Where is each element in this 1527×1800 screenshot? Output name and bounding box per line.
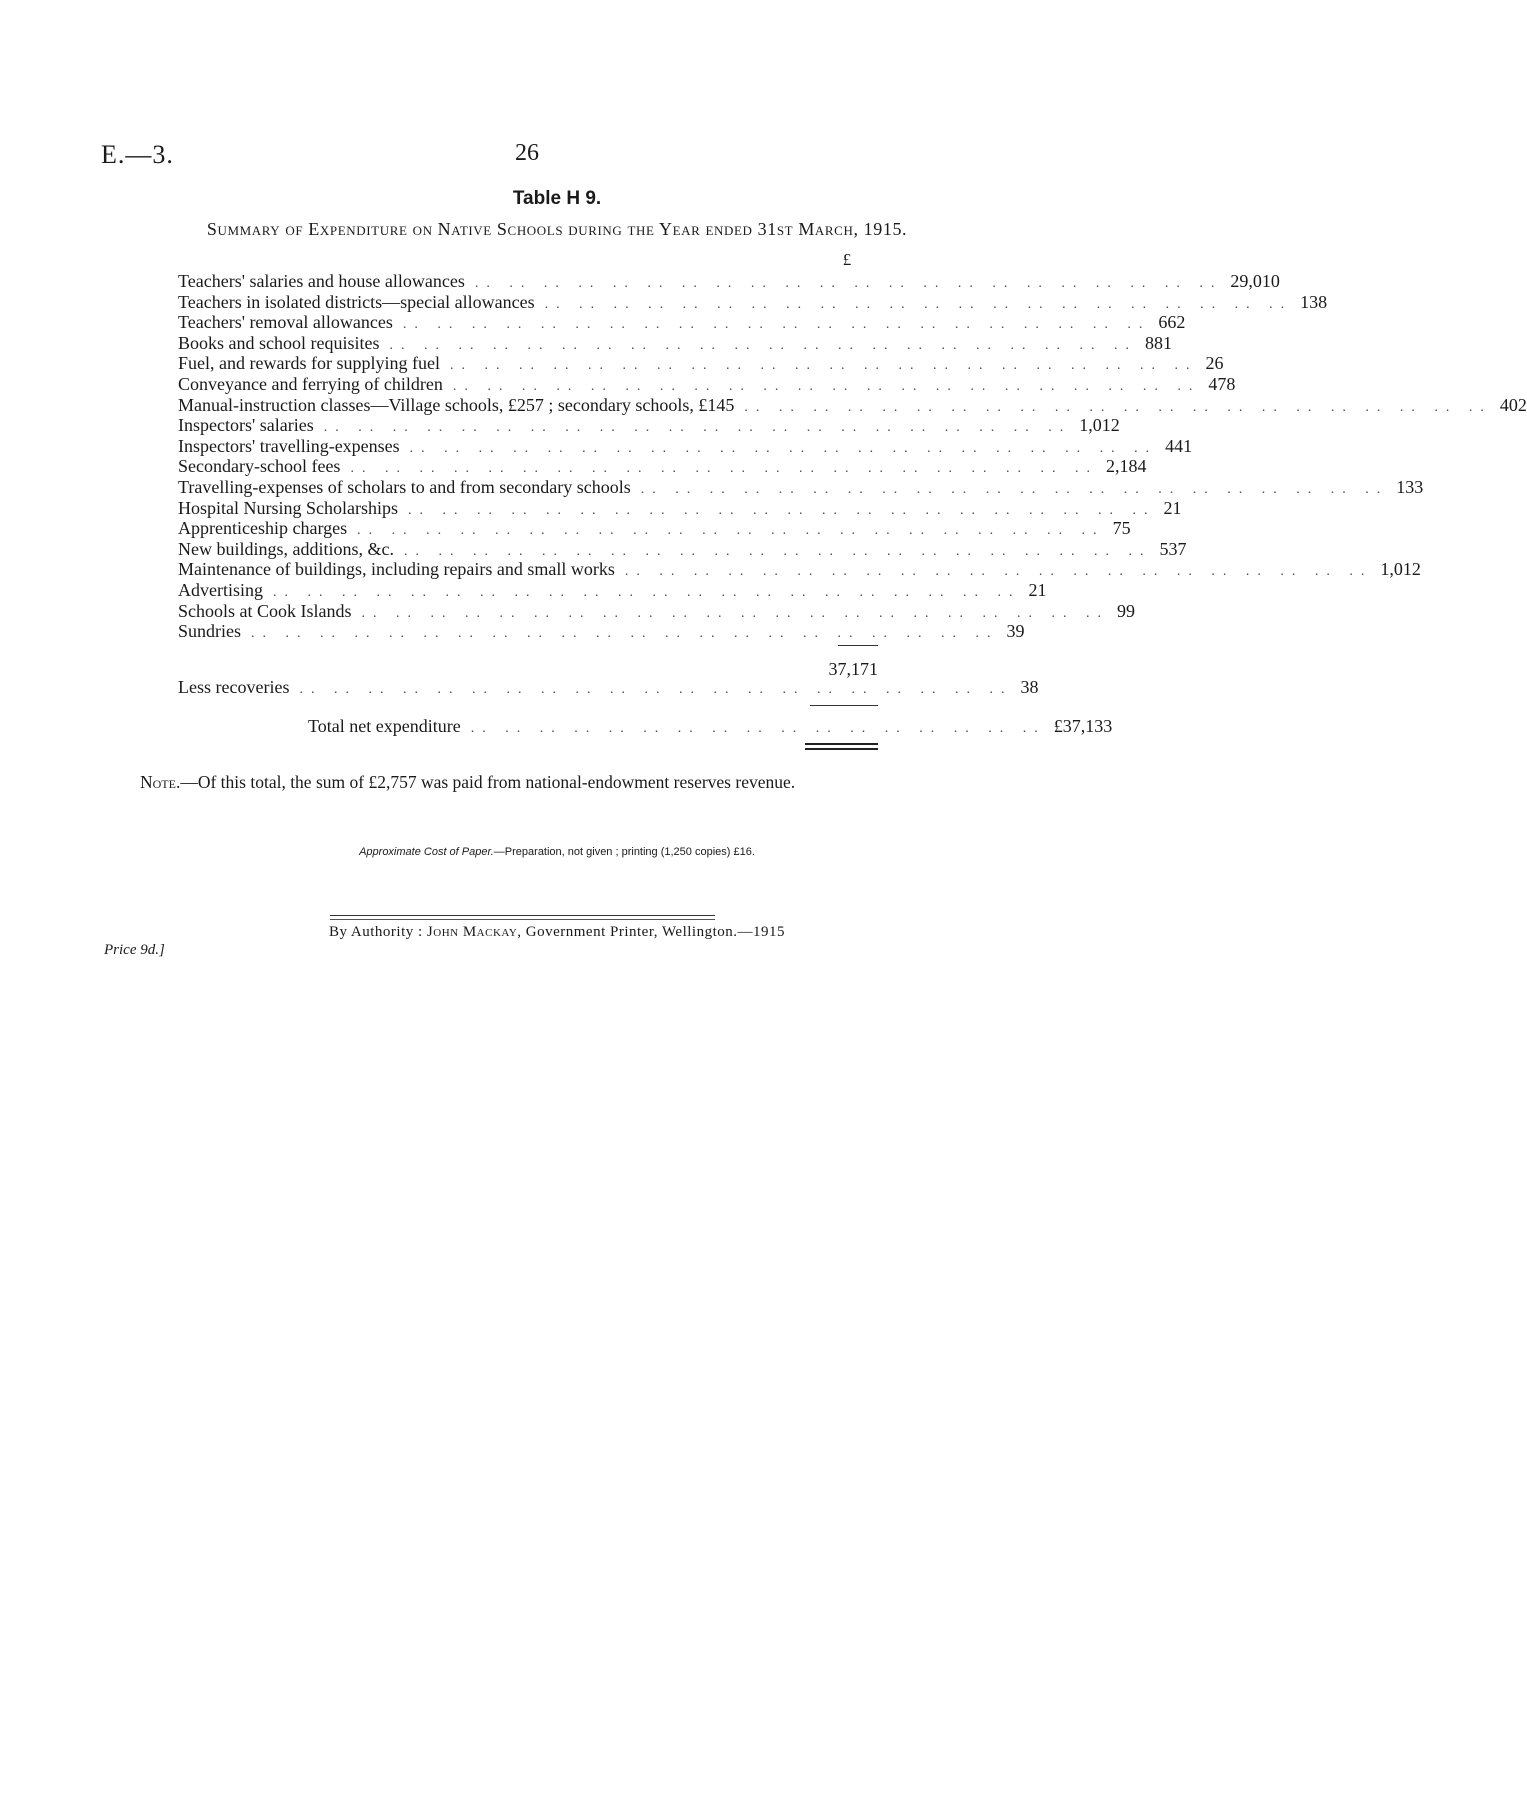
table-row (178, 476, 1424, 498)
table-row (178, 373, 1236, 395)
row-amount: 133 (1396, 476, 1424, 497)
row-amount: 39 (1006, 621, 1025, 642)
cost-lead: Approximate Cost of Paper. (359, 846, 494, 858)
row-label: Schools at Cook Islands (178, 600, 352, 621)
row-amount: 881 (1144, 332, 1172, 353)
table-row (178, 435, 1193, 457)
table-row (178, 394, 1527, 416)
row-label: Teachers' salaries and house allowances (178, 271, 465, 291)
table-row (178, 518, 1131, 539)
printer-name: John Mackay (426, 924, 518, 940)
total-double-rule-bottom (805, 748, 878, 750)
row-amount: 21 (1028, 579, 1047, 600)
table-row (178, 312, 1186, 333)
row-amount: 21 (1163, 497, 1182, 518)
expenditure-table (178, 271, 1527, 642)
row-label: Secondary-school fees (178, 456, 341, 477)
table-row (178, 600, 1135, 622)
leader-dots: .. .. .. .. .. .. .. .. .. .. .. .. .. .. .. .. .. .. .. .. .. .. (273, 584, 1021, 600)
total-double-rule-top (805, 743, 878, 745)
row-label: Teachers' removal allowances (178, 312, 393, 333)
total-rule (810, 705, 878, 706)
footer-rule (330, 915, 715, 916)
row-amount: 1,012 (1079, 415, 1120, 436)
row-amount: 402 (1499, 394, 1527, 415)
row-label: Teachers in isolated districts—special allowances (178, 291, 535, 312)
row-label: Sundries (178, 621, 241, 642)
leader-dots: .. .. .. .. .. .. .. .. .. .. .. .. .. .. .. .. .. .. .. .. .. .. (357, 523, 1105, 539)
leader-dots: .. .. .. .. .. .. .. .. .. .. .. .. .. .. .. .. .. .. .. .. .. .. (409, 440, 1158, 456)
leader-dots: .. .. .. .. .. .. .. .. .. .. .. .. .. .. .. .. .. (470, 721, 1046, 736)
price: Price 9d.] (104, 942, 165, 958)
note-lead: Note. (140, 772, 181, 792)
leader-dots: .. .. .. .. .. .. .. .. .. .. .. .. .. .. .. .. .. .. .. .. .. .. (408, 502, 1156, 518)
row-amount: 478 (1208, 373, 1236, 394)
leader-dots: .. .. .. .. .. .. .. .. .. .. .. .. .. .. .. .. .. .. .. .. .. .. (350, 461, 1098, 477)
row-amount: 75 (1112, 518, 1131, 539)
row-label: Manual-instruction classes—Village schools, £257 ; secondary schools, £145 (178, 394, 735, 415)
total-label: Total net expenditure (308, 716, 461, 736)
row-amount: 138 (1300, 291, 1328, 312)
row-amount: 1,012 (1380, 559, 1421, 580)
footer-rule-second (330, 919, 715, 920)
leader-dots: .. .. .. .. .. .. .. .. .. .. .. .. .. .. .. .. .. .. .. .. .. .. (361, 605, 1109, 621)
row-label: New buildings, additions, &c. (178, 538, 394, 559)
authority-prefix: By Authority : (328, 924, 427, 940)
table-row (178, 332, 1172, 354)
leader-dots: .. .. .. .. .. .. .. .. .. .. .. .. .. .. .. .. .. .. .. .. .. .. (389, 337, 1137, 353)
cost-of-paper (0, 846, 1114, 858)
less-recoveries-row (178, 677, 1039, 698)
row-amount: 441 (1165, 435, 1193, 456)
currency-symbol: £ (842, 250, 852, 269)
row-amount: 99 (1117, 600, 1135, 621)
row-label: Books and school requisites (178, 332, 380, 353)
leader-dots: .. .. .. .. .. .. .. .. .. .. .. .. .. .. .. .. .. .. .. .. .. .. (474, 276, 1223, 291)
table-row (178, 621, 1025, 642)
table-row (178, 456, 1147, 477)
row-label: Inspectors' travelling-expenses (178, 435, 400, 456)
table-row (178, 579, 1047, 601)
row-label: Apprenticeship charges (178, 518, 348, 539)
page-number: 26 (515, 140, 539, 166)
leader-dots: .. .. .. .. .. .. .. .. .. .. .. .. .. .. .. .. .. .. .. .. .. .. (452, 378, 1201, 394)
row-label: Travelling-expenses of scholars to and from secondary schools (178, 476, 631, 497)
table-row (178, 271, 1280, 292)
leader-dots: .. .. .. .. .. .. .. .. .. .. .. .. .. .. .. .. .. .. .. .. .. .. (544, 296, 1293, 312)
note (140, 772, 795, 793)
leader-dots: .. .. .. .. .. .. .. .. .. .. .. .. .. .. .. .. .. .. .. .. .. .. (251, 626, 999, 642)
row-amount: 29,010 (1230, 271, 1280, 291)
authority-suffix: , Government Printer, Wellington.—1915 (517, 924, 785, 940)
table-row (178, 415, 1120, 436)
note-text: —Of this total, the sum of £2,757 was paid from national-endowment reserves revenue. (180, 772, 796, 792)
subtotal-amount: 37,171 (828, 659, 878, 679)
printer-authority (0, 924, 1114, 941)
row-label: Fuel, and rewards for supplying fuel (178, 353, 440, 374)
table-row (178, 291, 1328, 313)
row-label: Advertising (178, 579, 263, 600)
row-amount: 2,184 (1105, 456, 1147, 477)
row-amount: 537 (1159, 538, 1187, 559)
table-row (178, 538, 1187, 560)
less-recoveries-amount: 38 (1020, 677, 1039, 697)
leader-dots: .. .. .. .. .. .. .. .. .. .. .. .. .. .. .. .. .. .. .. .. .. .. (744, 399, 1492, 415)
table-row (178, 559, 1421, 580)
leader-dots: .. .. .. .. .. .. .. .. .. .. .. .. .. .. .. .. .. .. .. .. .. .. (403, 543, 1152, 559)
row-label: Conveyance and ferrying of children (178, 373, 443, 394)
row-label: Hospital Nursing Scholarships (178, 497, 398, 518)
table-title: Table H 9. (512, 188, 602, 209)
table-row (178, 497, 1182, 519)
total-row (308, 716, 1113, 737)
cost-text: —Preparation, not given ; printing (1,250 copies) £16. (493, 846, 755, 858)
leader-dots: .. .. .. .. .. .. .. .. .. .. .. .. .. .. .. .. .. .. .. .. .. .. (402, 317, 1151, 333)
leader-dots: .. .. .. .. .. .. .. .. .. .. .. .. .. .. .. .. .. .. .. .. .. .. (449, 358, 1198, 374)
leader-dots: .. .. .. .. .. .. .. .. .. .. .. .. .. .. .. .. .. .. .. .. .. .. (323, 420, 1072, 436)
table-row (178, 353, 1224, 374)
leader-dots: .. .. .. .. .. .. .. .. .. .. .. .. .. .. .. .. .. .. .. .. .. (299, 682, 1013, 697)
row-amount: 662 (1158, 312, 1186, 333)
subtotal-rule (838, 645, 878, 646)
row-label: Maintenance of buildings, including repairs and small works (178, 559, 615, 580)
total-amount: £37,133 (1053, 716, 1113, 736)
leader-dots: .. .. .. .. .. .. .. .. .. .. .. .. .. .. .. .. .. .. .. .. .. .. (640, 481, 1389, 497)
table-subtitle: Summary of Expenditure on Native Schools during the Year ended 31st March, 1915. (206, 219, 908, 239)
document-reference: E.—3. (101, 140, 174, 169)
leader-dots: .. .. .. .. .. .. .. .. .. .. .. .. .. .. .. .. .. .. .. .. .. .. (624, 564, 1373, 580)
less-recoveries-label: Less recoveries (178, 677, 290, 697)
row-amount: 26 (1205, 353, 1224, 374)
row-label: Inspectors' salaries (178, 415, 314, 436)
